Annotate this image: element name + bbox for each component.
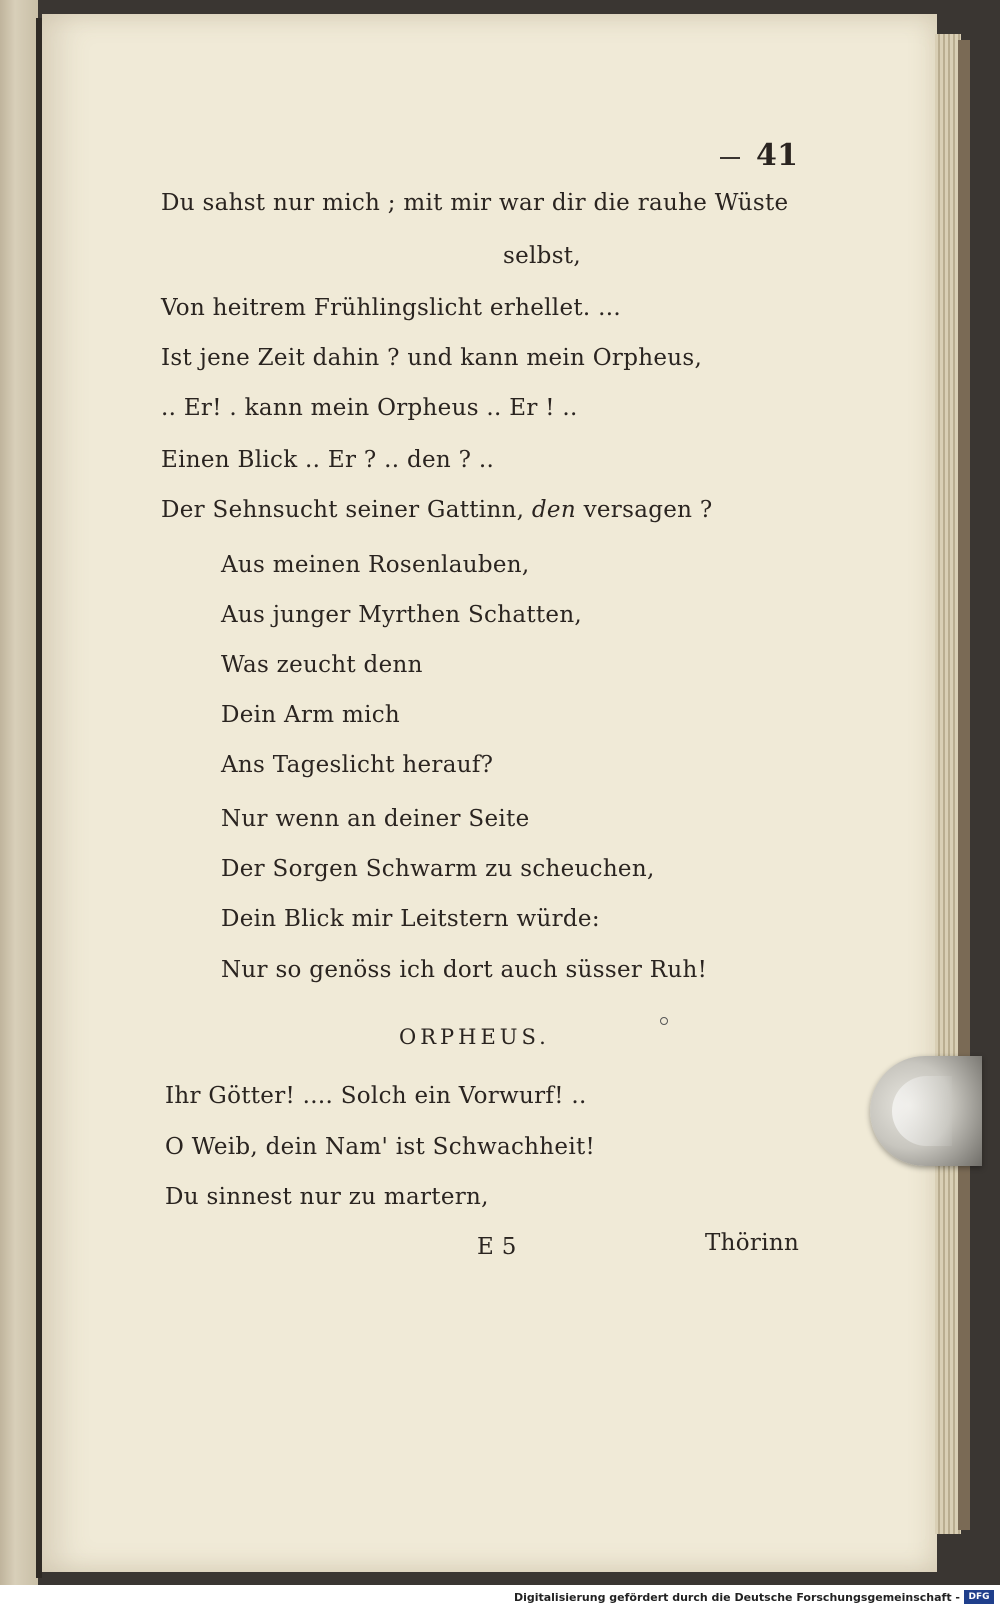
speech-line-2: O Weib, dein Nam' ist Schwachheit!	[165, 1134, 596, 1160]
catchword: Thörinn	[705, 1230, 800, 1256]
emphasis-word: den	[531, 497, 576, 523]
text-line-2: selbst,	[503, 243, 581, 269]
book-page	[42, 14, 937, 1572]
dfg-logo: DFG	[964, 1590, 994, 1604]
verse-line-4: Dein Arm mich	[221, 702, 401, 728]
text-line-7	[161, 497, 713, 523]
speech-line-1: Ihr Götter! .... Solch ein Vorwurf! ..	[165, 1083, 587, 1109]
signature-mark: E 5	[477, 1234, 517, 1260]
book-cover-edge	[958, 40, 970, 1530]
text-line-3: Von heitrem Frühlingslicht erhellet. ...	[161, 295, 621, 321]
speech-line-3: Du sinnest nur zu martern,	[165, 1184, 489, 1210]
text-line-1: Du sahst nur mich ; mit mir war dir die rauhe Wüste	[161, 190, 789, 216]
page-number: 41	[756, 138, 799, 173]
text-line-5: .. Er! . kann mein Orpheus .. Er ! ..	[161, 395, 578, 421]
verse-line-5: Ans Tageslicht herauf?	[221, 752, 494, 778]
verse-line-3: Was zeucht denn	[221, 652, 423, 678]
text-line-7-end: versagen ?	[583, 497, 713, 523]
speaker-heading: ORPHEUS.	[399, 1025, 550, 1049]
verse-line-9: Nur so genöss ich dort auch süsser Ruh!	[221, 957, 708, 983]
verse-line-2: Aus junger Myrthen Schatten,	[221, 602, 583, 628]
text-line-7-start: Der Sehnsucht seiner Gattinn,	[161, 497, 525, 523]
verse-line-1: Aus meinen Rosenlauben,	[221, 552, 530, 578]
verse-line-7: Der Sorgen Schwarm zu scheuchen,	[221, 856, 655, 882]
text-line-4: Ist jene Zeit dahin ? und kann mein Orpheus,	[161, 345, 703, 371]
ink-dot	[660, 1017, 668, 1025]
text-line-6: Einen Blick .. Er ? .. den ? ..	[161, 447, 495, 473]
verse-line-6: Nur wenn an deiner Seite	[221, 806, 530, 832]
left-page-edge	[0, 0, 38, 1585]
footer-credit: Digitalisierung gefördert durch die Deutsche Forschungsgemeinschaft -	[513, 1591, 960, 1604]
page-number-dash	[720, 157, 740, 159]
verse-line-8: Dein Blick mir Leitstern würde:	[221, 906, 600, 932]
